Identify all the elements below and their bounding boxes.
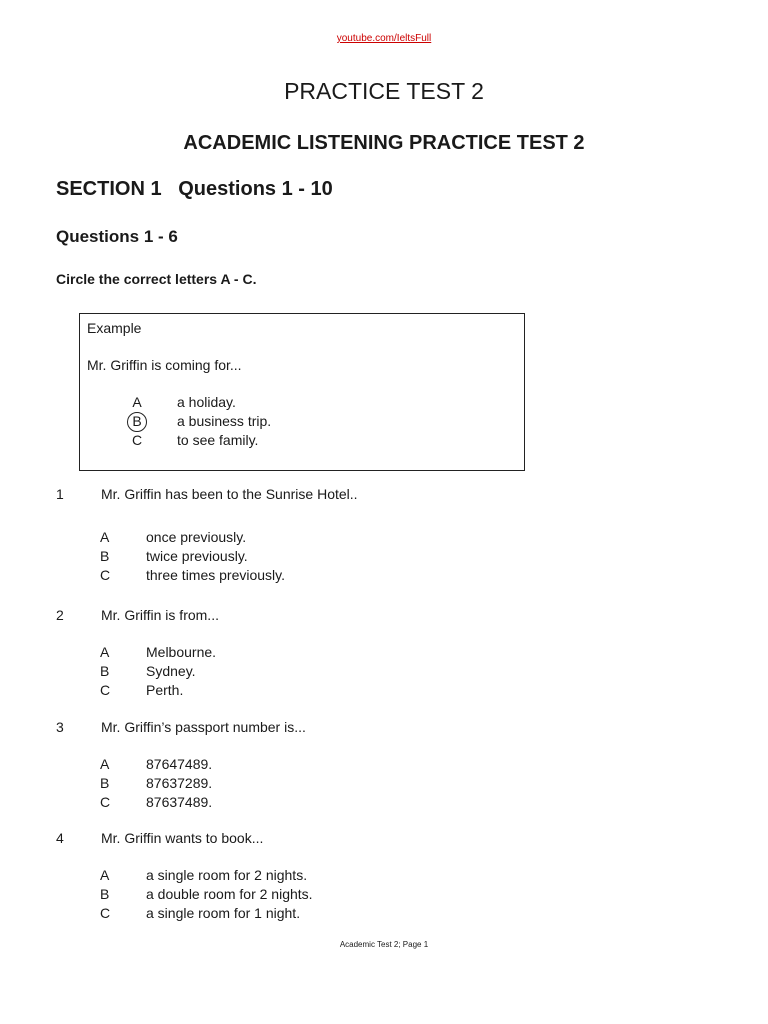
question-text: Mr. Griffin is from...: [101, 607, 219, 623]
option-letter[interactable]: C: [100, 682, 111, 698]
question-text: Mr. Griffin’s passport number is...: [101, 719, 306, 735]
example-label: Example: [87, 320, 142, 336]
questions-range-heading: Questions 1 - 6: [56, 227, 178, 246]
example-option-letter: B: [132, 413, 142, 429]
example-question: Mr. Griffin is coming for...: [87, 357, 242, 373]
example-option-letter: C: [131, 432, 143, 448]
option-letter[interactable]: A: [100, 756, 110, 772]
question-number: 2: [56, 607, 64, 623]
page-footer: Academic Test 2; Page 1: [339, 940, 429, 949]
option-text: 87637289.: [146, 775, 213, 791]
question-number: 4: [56, 830, 64, 846]
question-number: 3: [56, 719, 64, 735]
instruction-prefix: Circle the correct letters: [56, 271, 221, 287]
instruction-suffix: .: [252, 271, 257, 287]
instruction-letters: A - C: [220, 271, 253, 287]
option-text: a single room for 2 nights.: [146, 867, 308, 883]
source-link[interactable]: youtube.com/IeltsFull: [336, 33, 432, 44]
option-letter[interactable]: B: [100, 775, 110, 791]
option-text: Perth.: [146, 682, 184, 698]
option-letter[interactable]: B: [100, 548, 110, 564]
option-letter[interactable]: A: [100, 644, 110, 660]
question-number: 1: [56, 486, 64, 502]
example-option-text: to see family.: [177, 432, 259, 448]
option-letter[interactable]: A: [100, 867, 110, 883]
option-letter[interactable]: C: [100, 905, 111, 921]
option-letter[interactable]: B: [100, 663, 110, 679]
example-option-letter: A: [132, 394, 142, 410]
option-text: twice previously.: [146, 548, 248, 564]
example-option-text: a holiday.: [177, 394, 236, 410]
option-text: a double room for 2 nights.: [146, 886, 313, 902]
option-text: once previously.: [146, 529, 247, 545]
option-letter[interactable]: C: [100, 567, 111, 583]
option-text: Sydney.: [146, 663, 196, 679]
option-text: three times previously.: [146, 567, 286, 583]
option-letter[interactable]: A: [100, 529, 110, 545]
section-heading: SECTION 1 Questions 1 - 10: [56, 178, 333, 200]
option-letter[interactable]: B: [100, 886, 110, 902]
option-text: 87647489.: [146, 756, 213, 772]
option-text: a single room for 1 night.: [146, 905, 301, 921]
option-letter[interactable]: C: [100, 794, 111, 810]
example-option-text: a business trip.: [177, 413, 272, 429]
question-text: Mr. Griffin has been to the Sunrise Hotel..: [101, 486, 358, 502]
page-subtitle: ACADEMIC LISTENING PRACTICE TEST 2: [183, 132, 585, 154]
option-text: 87637489.: [146, 794, 213, 810]
question-text: Mr. Griffin wants to book...: [101, 830, 264, 846]
option-text: Melbourne.: [146, 644, 217, 660]
page-title: PRACTICE TEST 2: [284, 78, 484, 104]
instruction: [56, 271, 257, 287]
